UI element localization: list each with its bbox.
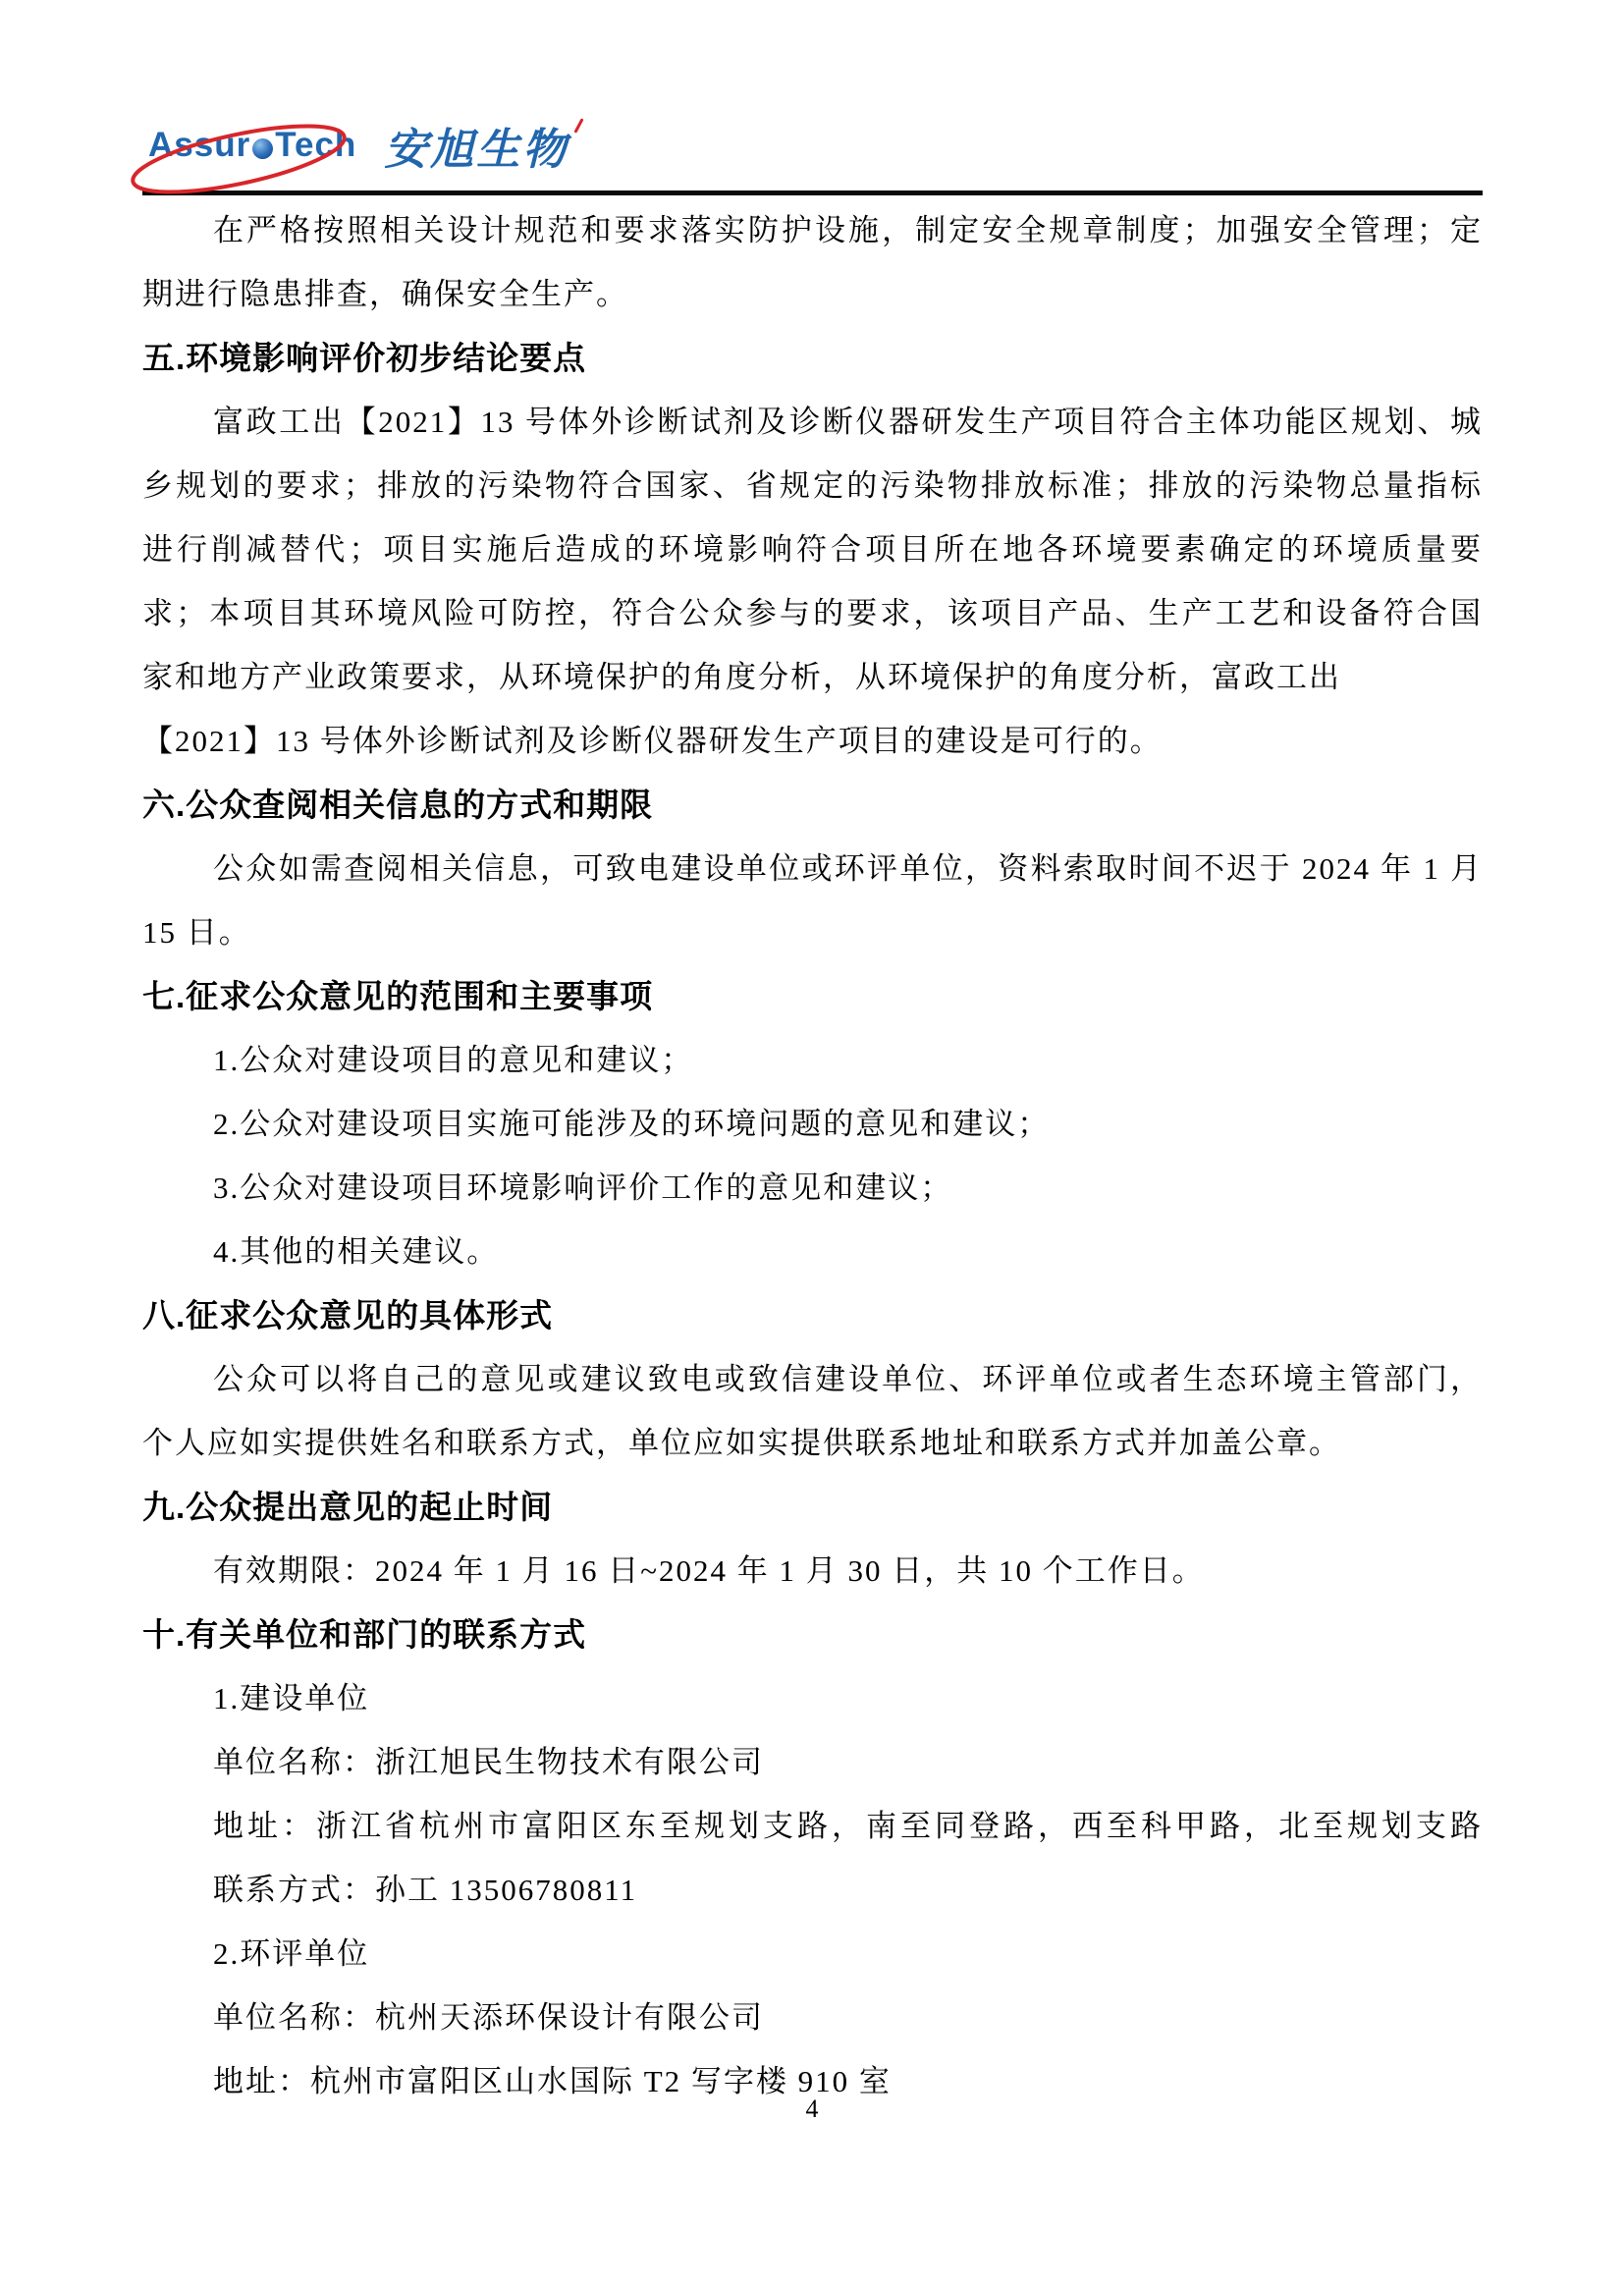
text-line: 1.公众对建设项目的意见和建议； bbox=[213, 1043, 694, 1077]
text-line: 单位名称：杭州天添环保设计有限公司 bbox=[213, 2000, 764, 2035]
section-heading: 五.环境影响评价初步结论要点 bbox=[142, 340, 587, 376]
company-logo bbox=[142, 110, 614, 181]
section-heading: 十.有关单位和部门的联系方式 bbox=[142, 1616, 587, 1653]
text-line: 富政工出【2021】13 号体外诊断试剂及诊断仪器研发生产项目符合主体功能区规划、城 bbox=[213, 405, 1483, 439]
text-line: 乡规划的要求；排放的污染物符合国家、省规定的污染物排放标准；排放的污染物总量指标 bbox=[142, 468, 1483, 503]
text-line: 3.公众对建设项目环境影响评价工作的意见和建议； bbox=[213, 1170, 953, 1205]
section-heading: 八.征求公众意见的具体形式 bbox=[142, 1297, 554, 1333]
text-line: 联系方式：孙工 13506780811 bbox=[213, 1873, 638, 1907]
text-line: 【2021】13 号体外诊断试剂及诊断仪器研发生产项目的建设是可行的。 bbox=[142, 724, 1163, 758]
text-line: 地址：杭州市富阳区山水国际 T2 写字楼 910 室 bbox=[213, 2064, 892, 2098]
text-line: 个人应如实提供姓名和联系方式，单位应如实提供联系地址和联系方式并加盖公章。 bbox=[142, 1426, 1341, 1460]
text-line: 单位名称：浙江旭民生物技术有限公司 bbox=[213, 1745, 764, 1779]
text-line: 1.建设单位 bbox=[213, 1681, 370, 1715]
section-heading: 九.公众提出意见的起止时间 bbox=[142, 1489, 554, 1525]
logo-brand-en-right: Tech bbox=[275, 126, 357, 164]
text-line: 4.其他的相关建议。 bbox=[213, 1234, 500, 1269]
text-line: 有效期限：2024 年 1 月 16 日~2024 年 1 月 30 日，共 10 个工作日。 bbox=[213, 1553, 1205, 1588]
text-line: 进行削减替代；项目实施后造成的环境影响符合项目所在地各环境要素确定的环境质量要 bbox=[142, 532, 1483, 567]
text-line: 地址：浙江省杭州市富阳区东至规划支路，南至同登路，西至科甲路，北至规划支路 bbox=[213, 1809, 1483, 1843]
text-line: 期进行隐患排查，确保安全生产。 bbox=[142, 277, 628, 311]
text-line: 15 日。 bbox=[142, 915, 251, 950]
section-heading: 七.征求公众意见的范围和主要事项 bbox=[142, 978, 654, 1014]
globe-icon bbox=[252, 138, 273, 159]
text-line: 2.环评单位 bbox=[213, 1936, 370, 1971]
text-line: 求；本项目其环境风险可防控，符合公众参与的要求，该项目产品、生产工艺和设备符合国 bbox=[142, 596, 1483, 630]
logo-brand-cn bbox=[384, 114, 568, 177]
logo-red-tick-icon bbox=[574, 118, 584, 134]
text-line: 2.公众对建设项目实施可能涉及的环境问题的意见和建议； bbox=[213, 1107, 1051, 1141]
logo-brand-cn-text: 安旭生物 bbox=[384, 126, 569, 174]
page-number: 4 bbox=[805, 2095, 819, 2123]
document-body bbox=[0, 195, 1624, 2113]
page-footer bbox=[0, 2090, 1624, 2129]
section-heading: 六.公众查阅相关信息的方式和期限 bbox=[142, 787, 654, 823]
logo-brand-en bbox=[142, 126, 356, 165]
text-line: 公众可以将自己的意见或建议致电或致信建设单位、环评单位或者生态环境主管部门， bbox=[213, 1362, 1483, 1396]
text-line: 家和地方产业政策要求，从环境保护的角度分析，从环境保护的角度分析，富政工出 bbox=[142, 660, 1341, 694]
logo-brand-en-left: Assur bbox=[148, 126, 251, 164]
text-line: 公众如需查阅相关信息，可致电建设单位或环评单位，资料索取时间不迟于 2024 年 1 月 bbox=[213, 851, 1483, 886]
text-line: 在严格按照相关设计规范和要求落实防护设施，制定安全规章制度；加强安全管理；定 bbox=[213, 213, 1483, 247]
page-header bbox=[0, 0, 1624, 195]
